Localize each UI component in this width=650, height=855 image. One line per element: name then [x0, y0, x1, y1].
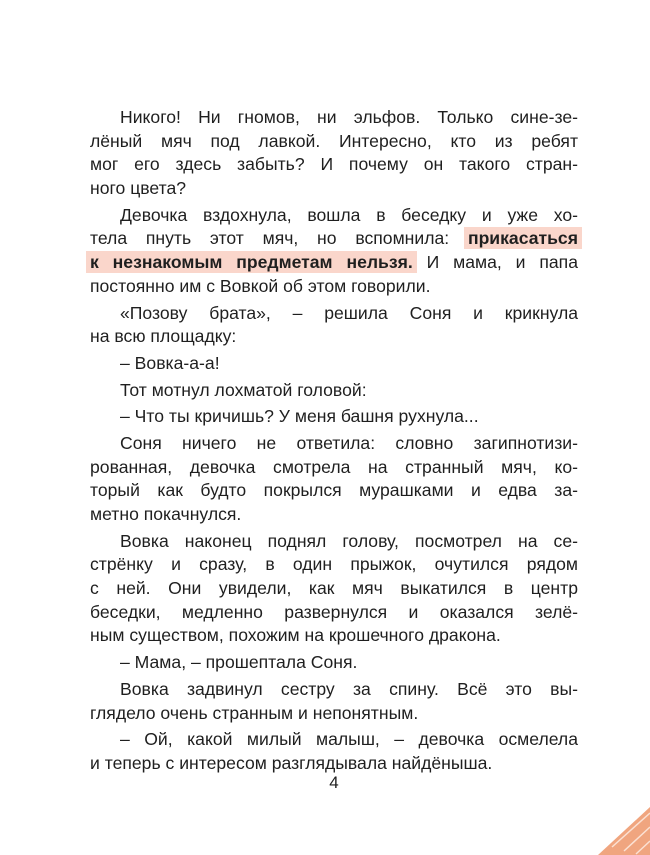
text-line: ным существом, похожим на крошечного дракона. — [90, 625, 501, 646]
text-line: метно покачнулся. — [90, 504, 242, 524]
text-line — [90, 251, 578, 275]
page-number: 4 — [329, 773, 339, 792]
text-line: – Что ты кричишь? У меня башня рухнула... — [120, 406, 479, 427]
text-line: беседки, медленно развернулся и оказался зелё- — [90, 601, 578, 622]
text-line: – Ой, какой милый малыш, – девочка осмелела — [120, 729, 578, 750]
page-corner-decoration — [598, 807, 650, 855]
text-line — [90, 227, 578, 251]
text-line: – Вовка-а-а! — [120, 352, 220, 373]
text-line: Девочка вздохнула, вошла в беседку и уже хо- — [120, 204, 578, 225]
text-line: стрёнку и сразу, в один прыжок, очутился рядом — [90, 554, 578, 575]
text-line: – Мама, – прошептала Соня. — [120, 652, 358, 673]
text-line: «Позову брата», – решила Соня и крикнула — [120, 302, 578, 323]
text-line: мог его здесь забыть? И почему он такого стран- — [90, 154, 578, 175]
highlighted-warning: прикасаться — [464, 227, 582, 249]
text-line: постоянно им с Вовкой об этом говорили. — [90, 275, 431, 296]
highlighted-warning: к незнакомым предметам нельзя. — [86, 251, 417, 273]
text-fragment: тела пнуть этот мяч, но вспомнила: — [90, 228, 450, 249]
text-line: Никого! Ни гномов, ни эльфов. Только сине-зе- — [120, 107, 578, 127]
text-line: с ней. Они увидели, как мяч выкатился в центр — [90, 578, 578, 599]
text-line: и теперь с интересом разглядывала найдёныша. — [90, 752, 493, 773]
text-line: Вовка наконец поднял голову, посмотрел на се- — [120, 530, 578, 551]
text-line: Вовка задвинул сестру за спину. Всё это вы- — [120, 678, 578, 699]
text-fragment: И мама, и папа — [426, 252, 578, 273]
text-line: торый как будто покрылся мурашками и едва за- — [90, 480, 578, 501]
text-line: глядело очень странным и непонятным. — [90, 702, 419, 723]
text-line: лёный мяч под лавкой. Интересно, кто из ребят — [90, 130, 578, 151]
text-line: ного цвета? — [90, 178, 187, 199]
text-line: на всю площадку: — [90, 326, 237, 347]
text-line: рованная, девочка смотрела на странный мяч, ко- — [90, 456, 578, 477]
page-body — [90, 106, 578, 776]
text-line: Тот мотнул лохматой головой: — [120, 379, 367, 400]
text-line: Соня ничего не ответила: словно загипнотизи- — [120, 432, 578, 453]
